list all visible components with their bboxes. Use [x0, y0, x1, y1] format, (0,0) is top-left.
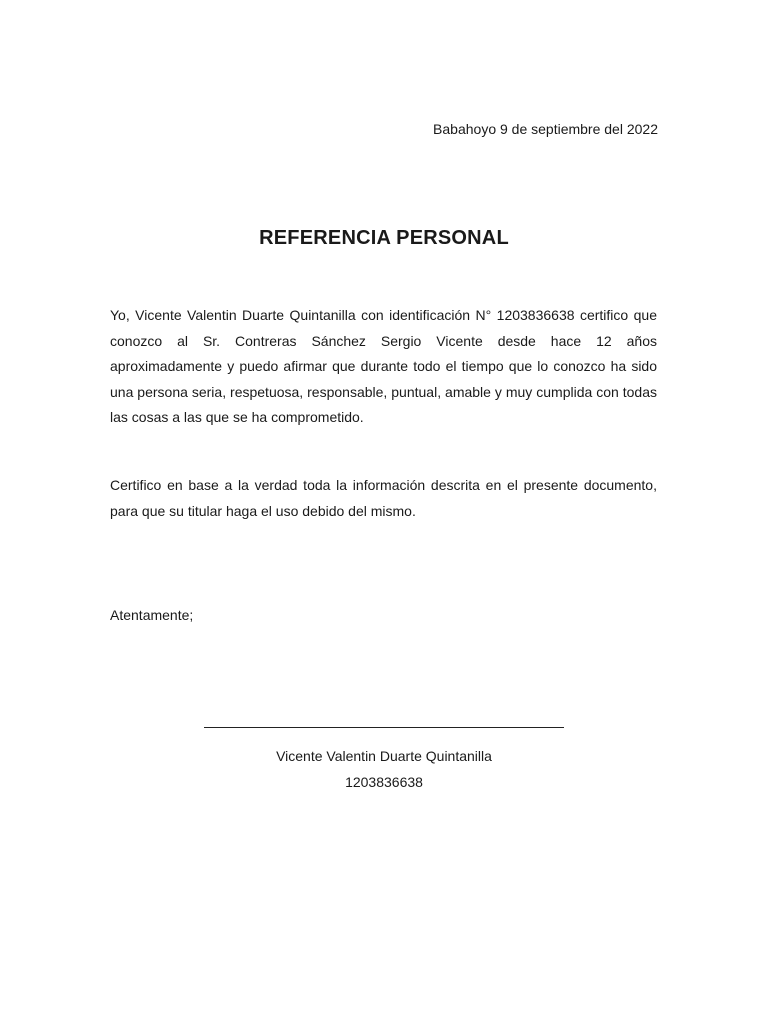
body-paragraph-certification: Certifico en base a la verdad toda la información descrita en el presente documento, para que su titular haga el uso debido del mismo.	[110, 477, 657, 519]
signatory-id-number: 1203836638	[345, 774, 423, 790]
place-date: Babahoyo 9 de septiembre del 2022	[433, 121, 658, 137]
signature-line	[204, 727, 564, 728]
document-title: REFERENCIA PERSONAL	[259, 227, 509, 249]
body-paragraph-reference: Yo, Vicente Valentin Duarte Quintanilla con identificación N° 1203836638 certifico que conozco al Sr. Contreras Sánchez Sergio Vicente desde hace 12 años aproximadamente y puedo afirmar que durante todo el tiempo que lo conozco ha sido una persona seria, respetuosa, responsable, puntual, amable y muy cumplida con todas las cosas a las que se ha comprometido.	[110, 307, 657, 425]
closing-salutation: Atentamente;	[110, 607, 194, 623]
signatory-name: Vicente Valentin Duarte Quintanilla	[276, 748, 492, 764]
